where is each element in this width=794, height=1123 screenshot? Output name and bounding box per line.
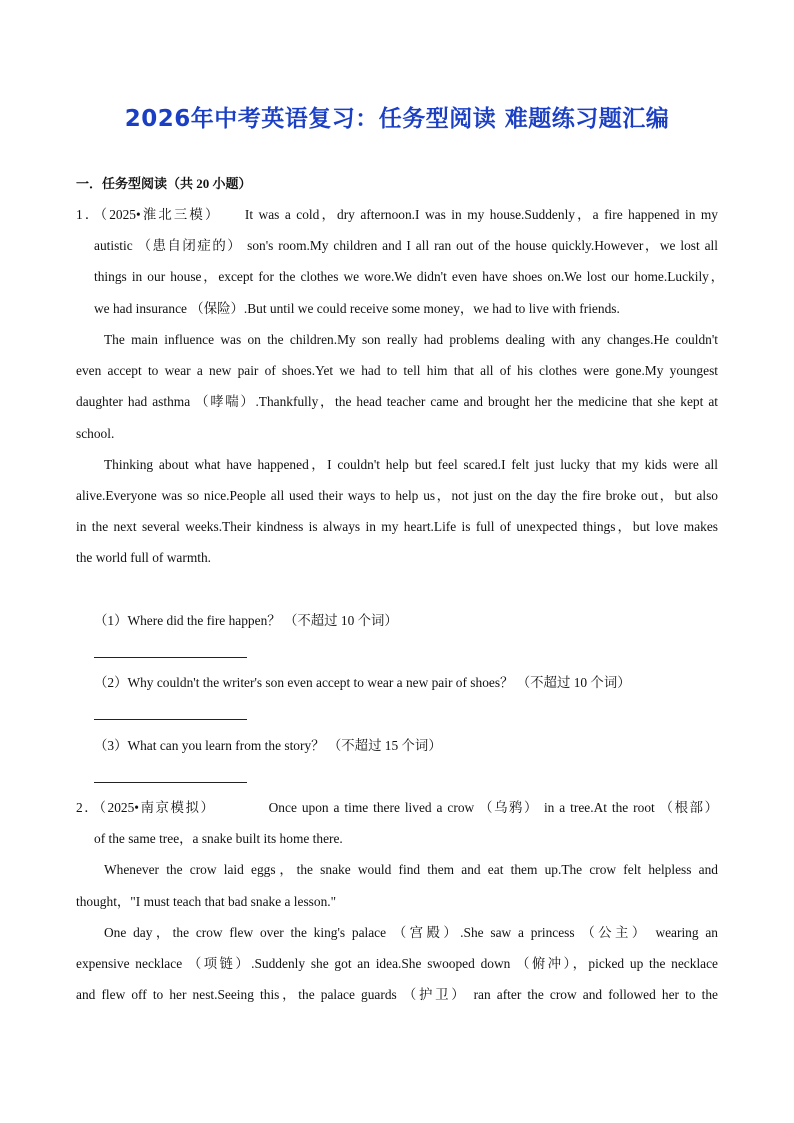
q1-line: alive.Everyone was so nice.People all used their ways to help us，not just on the day the fire broke out，but also	[76, 488, 718, 503]
answer-blank[interactable]	[94, 657, 247, 658]
q1-line: even accept to wear a new pair of shoes.Yet we had to tell him that all of his clothes were gone.My youngest	[76, 363, 718, 378]
q1-line: things in our house，except for the clothes we wore.We didn't even have shoes on.We lost our home.Luckily，	[94, 269, 724, 284]
answer-blank[interactable]	[94, 719, 247, 720]
q1-line: in the next several weeks.Their kindness is always in my heart.Life is full of unexpected things，but love makes	[76, 519, 718, 534]
q1-line: daughter had asthma （哮喘）.Thankfully，the head teacher came and brought her the medicine that she kept at	[76, 394, 718, 409]
q1-subquestion: （2）Why couldn't the writer's son even accept to wear a new pair of shoes？ （不超过 10 个词）	[94, 675, 631, 690]
page-title: 2026年中考英语复习：任务型阅读 难题练习题汇编	[124, 106, 670, 132]
q1-line: The main influence was on the children.My son really had problems dealing with any changes.He couldn't	[104, 332, 718, 347]
q1-line: 1．（2025•淮北三模） It was a cold，dry afternoon.I was in my house.Suddenly，a fire happened in my	[76, 207, 718, 222]
q2-line: Whenever the crow laid eggs，the snake would find them and eat them up.The crow felt helpless and	[104, 862, 718, 877]
q2-line: One day，the crow flew over the king's palace （宫殿）.She saw a princess （公主） wearing an	[104, 925, 718, 940]
q2-line: expensive necklace （项链）.Suddenly she got an idea.She swooped down （俯冲），picked up the necklace	[76, 956, 718, 971]
q2-line: thought，"I must teach that bad snake a lesson."	[76, 894, 337, 909]
q1-line: the world full of warmth.	[76, 550, 211, 565]
q1-subquestion: （3）What can you learn from the story？ （不超过 15 个词）	[94, 738, 442, 753]
q1-subquestion: （1）Where did the fire happen？ （不超过 10 个词）	[94, 613, 398, 628]
q2-line: of the same tree，a snake built its home there.	[94, 831, 343, 846]
q1-line: autistic （患自闭症的） son's room.My children and I all ran out of the house quickly.However，we lost all	[94, 238, 718, 253]
q2-line: 2．（2025•南京模拟） Once upon a time there lived a crow （乌鸦） in a tree.At the root （根部）	[76, 800, 718, 815]
q1-line: Thinking about what have happened，I couldn't help but feel scared.I felt just lucky that my kids were all	[104, 457, 718, 472]
section-heading: 一．任务型阅读（共 20 小题）	[76, 176, 252, 191]
q1-line: we had insurance （保险）.But until we could receive some money，we had to live with friends.	[94, 301, 620, 316]
answer-blank[interactable]	[94, 782, 247, 783]
q2-line: and flew off to her nest.Seeing this，the palace guards （护卫） ran after the crow and followed her to the	[76, 987, 718, 1002]
q1-line: school.	[76, 426, 115, 441]
